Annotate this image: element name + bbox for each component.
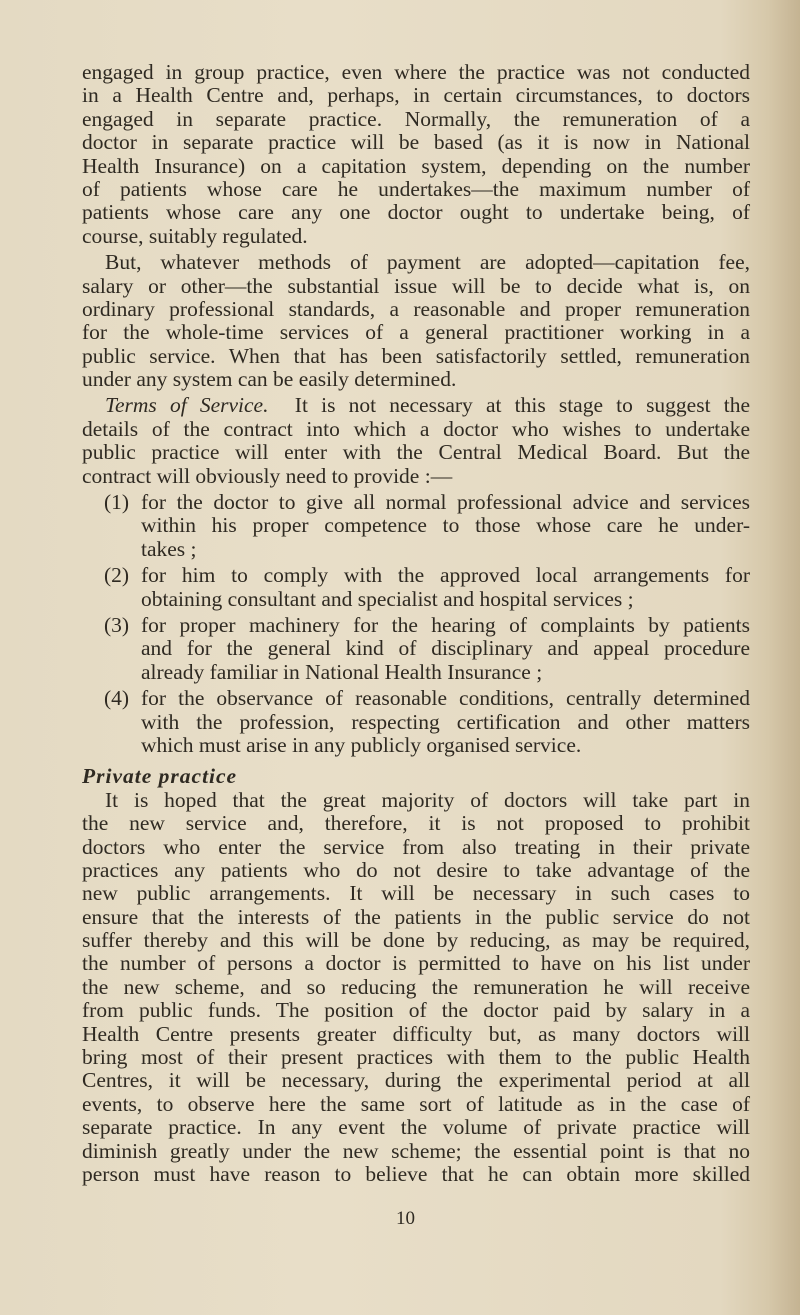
list-item — [82, 614, 750, 684]
text-line: engaged in separate practice. Normally, the remuneration of a — [82, 106, 750, 131]
text-line: for the doctor to give all normal professional advice and services — [141, 490, 750, 515]
text-line: in a Health Centre and, perhaps, in certain circumstances, to doctors — [82, 83, 750, 108]
text-line: doctor in separate practice will be based (as it is now in National — [82, 130, 750, 155]
text-line: bring most of their present practices with them to the public Health — [82, 1045, 750, 1070]
text-line: which must arise in any publicly organised service. — [141, 732, 582, 757]
text-line: Health Insurance) on a capitation system, depending on the number — [82, 153, 750, 178]
text-line: diminish greatly under the new scheme; the essential point is that no — [82, 1138, 750, 1163]
text-line: the new scheme, and so reducing the remuneration he will receive — [82, 974, 750, 999]
page-number: 10 — [396, 1208, 415, 1229]
text-line: from public funds. The position of the doctor paid by salary in a — [82, 998, 750, 1023]
text-line: of patients whose care he undertakes—the maximum number of — [82, 176, 750, 201]
text-line: course, suitably regulated. — [82, 223, 308, 248]
text-line: doctors who enter the service from also treating in their private — [82, 834, 750, 859]
text-line: details of the contract into which a doctor who wishes to undertake — [82, 416, 750, 441]
text-line: under any system can be easily determined. — [82, 367, 457, 392]
paragraph-terms-of-service — [82, 394, 750, 488]
list-item — [82, 564, 750, 611]
paragraph-group-practice — [82, 61, 750, 248]
text-line: events, to observe here the same sort of latitude as in the case of — [82, 1091, 750, 1116]
text-line: for the whole-time services of a general practitioner working in a — [82, 320, 750, 345]
text-line: the new service and, therefore, it is not proposed to prohibit — [82, 811, 750, 836]
text-line: obtaining consultant and specialist and hospital services ; — [141, 586, 634, 611]
text-line: Centres, it will be necessary, during the experimental period at all — [82, 1068, 750, 1093]
paragraph-private-practice — [82, 789, 750, 1187]
list-item-number: (4) — [104, 686, 130, 711]
section-heading-private-practice: Private practice — [82, 764, 238, 789]
list-item-number: (1) — [104, 490, 130, 515]
text-line: suffer thereby and this will be done by reducing, as may be required, — [82, 928, 750, 953]
text-line: practices any patients who do not desire to take advantage of the — [82, 857, 750, 882]
section-title-terms-of-service: Terms of Service. — [105, 393, 269, 418]
text-line: and for the general kind of disciplinary and appeal procedure — [141, 636, 750, 661]
text-line: with the profession, respecting certification and other matters — [141, 709, 750, 734]
text-line: for proper machinery for the hearing of complaints by patients — [141, 612, 750, 637]
text-line: contract will obviously need to provide :— — [82, 463, 453, 488]
list-item — [82, 491, 750, 561]
text-line: for him to comply with the approved local arrangements for — [141, 563, 750, 588]
text-line — [82, 394, 750, 417]
text-line: person must have reason to believe that he can obtain more skilled — [82, 1161, 750, 1186]
text-line: takes ; — [141, 536, 197, 561]
list-item — [82, 687, 750, 757]
text-line: It is hoped that the great majority of doctors will take part in — [105, 787, 750, 812]
text-line: ordinary professional standards, a reasonable and proper remuneration — [82, 296, 750, 321]
list-item-number: (3) — [104, 612, 130, 637]
list-item-number: (2) — [104, 563, 130, 588]
text-line: public practice will enter with the Central Medical Board. But the — [82, 440, 750, 465]
text-span: It is not necessary at this stage to suggest the — [294, 393, 750, 418]
text-line: for the observance of reasonable conditions, centrally determined — [141, 686, 750, 711]
page-body — [82, 61, 750, 1186]
text-line: patients whose care any one doctor ought to undertake being, of — [82, 200, 750, 225]
text-line: salary or other—the substantial issue will be to decide what is, on — [82, 273, 750, 298]
text-line: within his proper competence to those whose care he under- — [141, 513, 750, 538]
text-line: ensure that the interests of the patients in the public service do not — [82, 904, 750, 929]
text-line: engaged in group practice, even where the practice was not conducted — [82, 60, 750, 84]
text-line: new public arrangements. It will be necessary in such cases to — [82, 881, 750, 906]
text-line: But, whatever methods of payment are adopted—capitation fee, — [105, 250, 750, 275]
text-line: separate practice. In any event the volume of private practice will — [82, 1115, 750, 1140]
paragraph-payment — [82, 251, 750, 391]
text-line: Health Centre presents greater difficulty but, as many doctors will — [82, 1021, 750, 1046]
text-line: already familiar in National Health Insurance ; — [141, 659, 543, 684]
text-line: the number of persons a doctor is permitted to have on his list under — [82, 951, 750, 976]
text-line: public service. When that has been satisfactorily settled, remuneration — [82, 343, 750, 368]
